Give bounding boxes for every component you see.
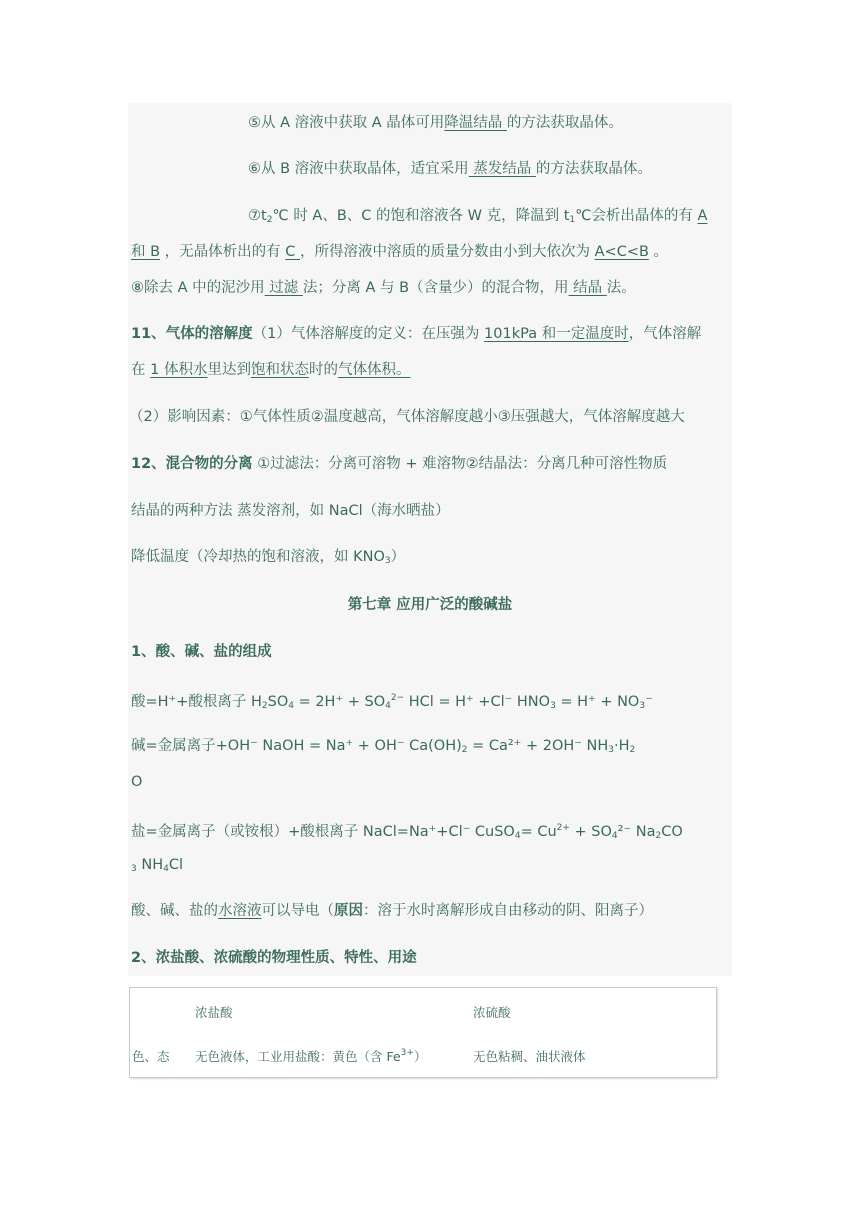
salt-line-wrap: $_3$ $NH_4Cl$ — [131, 857, 183, 874]
gas-solubility-heading: 11、气体的溶解度（1）气体溶解度的定义：在压强为 101kPa 和一定温度时，气体溶解 — [131, 326, 702, 342]
table-header-hcl: 浓盐酸 — [195, 1005, 233, 1020]
line-6: ⑥从 B 溶液中获取晶体，适宜采用 蒸发结晶 的方法获取晶体。 — [248, 161, 652, 177]
table-cell-h2so4: 无色粘稠、油状液体 — [473, 1049, 586, 1064]
mixture-separation: 12、混合物的分离 ①过滤法：分离可溶物 + 难溶物②结晶法：分离几种可溶性物质 — [131, 456, 668, 472]
section-heading-2: 2、浓盐酸、浓硫酸的物理性质、特性、用途 — [131, 950, 417, 966]
salt-line: 盐=金属离子（或铵根）+酸根离子 NaCl=Na⁺+Cl⁻ CuSO$_4$= $Cu^{2+} + SO_4^{2-}$ $Na_2CO$ — [131, 823, 683, 841]
crystallization-methods: 结晶的两种方法 蒸发溶剂，如 NaCl（海水晒盐） — [131, 503, 450, 519]
acid-line: 酸=H⁺+酸根离子 $H_2SO_4 = 2H^+ + SO_4^{2-}$ HCl = H⁺ +Cl⁻ $HNO_3 = H^+ + NO_3^-$ — [131, 693, 653, 711]
table-row-label: 色、态 — [132, 1049, 170, 1064]
conductivity-line: 酸、碱、盐的水溶液可以导电（原因：溶于水时离解形成自由移动的阴、阳离子） — [131, 903, 653, 919]
chapter-title: 第七章 应用广泛的酸碱盐 — [347, 597, 513, 613]
section-heading-1: 1、酸、碱、盐的组成 — [131, 644, 272, 660]
cooling-method: 降低温度（冷却热的饱和溶液，如 $KNO_3$） — [131, 549, 406, 566]
table-cell-hcl: 无色液体，工业用盐酸：黄色（含 $Fe^{3+}$） — [195, 1048, 427, 1064]
base-line: 碱=金属离子+OH⁻ NaOH = Na⁺ + OH⁻ $Ca(OH)_2 = Ca^{2+} + 2OH^-$ $NH_3\cdot H_2$ — [131, 738, 636, 755]
base-line-wrap: O — [131, 774, 143, 790]
line-7: $⑦t_2℃$ 时 A、B、C 的饱和溶液各 W 克，降温到 $t_1℃$会析出晶体的有 A — [248, 208, 708, 225]
acid-properties-table — [129, 987, 717, 1078]
influence-factors: （2）影响因素：①气体性质②温度越高，气体溶解度越小③压强越大，气体溶解度越大 — [129, 409, 685, 425]
gas-solubility-def: 在 1 体积水里达到饱和状态时的气体体积。 — [131, 362, 411, 378]
line-8: 和 B ，无晶体析出的有 C ，所得溶液中溶质的质量分数由小到大依次为 A<C<B 。 — [131, 244, 669, 260]
line-5: ⑤从 A 溶液中获取 A 晶体可用降温结晶 的方法获取晶体。 — [248, 115, 623, 131]
line-9: ⑧除去 A 中的泥沙用 过滤 法；分离 A 与 B（含量少）的混合物，用 结晶 法。 — [131, 280, 636, 296]
table-header-h2so4: 浓硫酸 — [473, 1005, 511, 1020]
